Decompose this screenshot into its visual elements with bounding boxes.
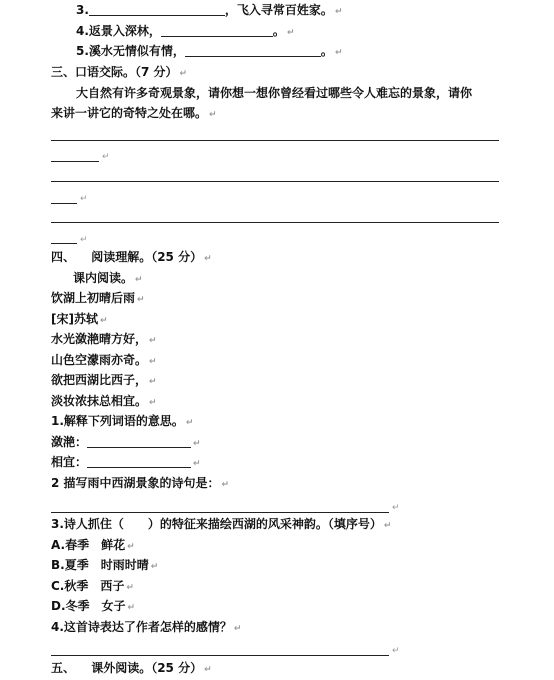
answer-line-end — [78, 187, 88, 207]
section-3-prompt-line-2 — [51, 103, 217, 123]
paragraph-mark-icon: ↵ — [80, 194, 88, 204]
q3-answer-blank[interactable] — [89, 2, 225, 16]
answer-line[interactable] — [51, 222, 499, 223]
answer-line-end — [100, 145, 110, 165]
question-4-text: 4.这首诗表达了作者怎样的感情？ — [51, 620, 232, 634]
paragraph-mark-icon: ↵ — [204, 665, 212, 675]
q4-end: 。 — [272, 24, 285, 38]
paragraph-mark-icon: ↵ — [126, 583, 134, 593]
option-c-text: C.秋季 西子 — [51, 579, 125, 593]
question-2-prompt — [51, 473, 229, 493]
section-4-sub-text: 课内阅读。 — [73, 271, 134, 285]
paragraph-mark-icon: ↵ — [392, 646, 400, 656]
section-4-title: 阅读理解。（25 分） — [91, 250, 203, 264]
option-a[interactable] — [51, 535, 135, 555]
poem-line-text: 欲把西湖比西子， — [51, 373, 148, 387]
paragraph-mark-icon: ↵ — [204, 254, 212, 264]
answer-line-tail[interactable] — [51, 243, 77, 244]
term-1-label: 潋滟： — [51, 435, 88, 449]
q4-answer-blank[interactable] — [161, 23, 273, 37]
answer-line-end — [78, 228, 88, 248]
paragraph-mark-icon: ↵ — [149, 377, 157, 387]
question-2-answer-line[interactable] — [51, 512, 389, 513]
paragraph-mark-icon: ↵ — [80, 235, 88, 245]
section-3-prompt-text-1: 大自然有许多奇观景象，请你想一想你曾经看过哪些令人难忘的景象，请你 — [76, 86, 473, 100]
paragraph-mark-icon: ↵ — [286, 28, 295, 38]
answer-line[interactable] — [51, 140, 499, 141]
question-4-prompt — [51, 617, 241, 637]
answer-line-tail[interactable] — [51, 161, 99, 162]
answer-line-end — [390, 639, 400, 659]
section-4-number: 四、 — [51, 250, 76, 264]
q5-answer-blank[interactable] — [185, 43, 321, 57]
option-b[interactable] — [51, 555, 158, 575]
section-3-heading — [51, 62, 187, 82]
option-d-text: D.冬季 女子 — [51, 599, 126, 613]
paragraph-mark-icon: ↵ — [149, 336, 157, 346]
section-4-heading — [51, 247, 212, 267]
section-5-heading — [51, 658, 212, 678]
poem-line — [51, 370, 157, 390]
question-4-answer-line[interactable] — [51, 655, 389, 656]
paragraph-mark-icon: ↵ — [102, 152, 110, 162]
question-1-term-2 — [51, 452, 201, 472]
paragraph-mark-icon: ↵ — [179, 69, 188, 79]
poem-author-text: [宋]苏轼 — [51, 312, 98, 326]
section-3-heading-text: 三、口语交际。（7 分） — [51, 65, 178, 79]
poem-line-text: 水光潋滟晴方好， — [51, 332, 148, 346]
term-2-label: 相宜： — [51, 455, 88, 469]
paragraph-mark-icon: ↵ — [233, 624, 242, 634]
q4-line — [76, 21, 294, 41]
poem-line-text: 山色空濛雨亦奇。 — [51, 353, 148, 367]
poem-line-text: 淡妆浓抹总相宜。 — [51, 394, 148, 408]
q5-line — [76, 41, 342, 61]
paragraph-mark-icon: ↵ — [149, 398, 157, 408]
poem-title — [51, 288, 145, 308]
option-d[interactable] — [51, 596, 135, 616]
paragraph-mark-icon: ↵ — [392, 503, 400, 513]
paragraph-mark-icon: ↵ — [334, 48, 343, 58]
q3-suffix: ，飞入寻常百姓家。 — [224, 3, 333, 17]
term-2-answer-blank[interactable] — [87, 454, 191, 468]
question-1-term-1 — [51, 432, 201, 452]
option-b-text: B.夏季 时雨时晴 — [51, 558, 149, 572]
paragraph-mark-icon: ↵ — [149, 357, 157, 367]
paragraph-mark-icon: ↵ — [135, 275, 143, 285]
poem-title-text: 饮湖上初晴后雨 — [51, 291, 136, 305]
q3-line — [76, 0, 342, 20]
q5-text: 5.溪水无情似有情， — [76, 44, 185, 58]
paragraph-mark-icon: ↵ — [221, 480, 230, 490]
section-5-title: 课外阅读。（25 分） — [91, 661, 203, 675]
q4-text: 4.返景入深林， — [76, 24, 161, 38]
section-5-number: 五、 — [51, 661, 76, 675]
poem-line — [51, 329, 157, 349]
question-1-prompt — [51, 411, 193, 431]
question-3-prompt — [51, 514, 391, 534]
paragraph-mark-icon: ↵ — [99, 316, 108, 326]
term-1-answer-blank[interactable] — [87, 434, 191, 448]
q5-end: 。 — [320, 44, 333, 58]
poem-line — [51, 391, 157, 411]
question-3-text: 3.诗人抓住（ ）的特征来描绘西湖的风采神韵。（填序号） — [51, 517, 382, 531]
paragraph-mark-icon: ↵ — [127, 542, 135, 552]
question-1-text: 1.解释下列词语的意思。 — [51, 414, 184, 428]
answer-line-tail[interactable] — [51, 203, 77, 204]
question-2-text: 2 描写雨中西湖景象的诗句是： — [51, 476, 220, 490]
paragraph-mark-icon: ↵ — [383, 521, 392, 531]
option-a-text: A.春季 鲜花 — [51, 538, 126, 552]
section-3-prompt-text-2: 来讲一讲它的奇特之处在哪。 — [51, 106, 208, 120]
paragraph-mark-icon: ↵ — [150, 562, 159, 572]
paragraph-mark-icon: ↵ — [334, 7, 343, 17]
paragraph-mark-icon: ↵ — [127, 603, 136, 613]
answer-line-end — [390, 496, 400, 516]
answer-line[interactable] — [51, 181, 499, 182]
poem-line — [51, 350, 157, 370]
poem-author — [51, 309, 108, 329]
section-3-prompt-line-1 — [76, 83, 472, 103]
q3-label: 3. — [76, 3, 89, 17]
paragraph-mark-icon: ↵ — [193, 459, 201, 469]
section-4-subheading — [73, 268, 143, 288]
paragraph-mark-icon: ↵ — [137, 295, 145, 305]
paragraph-mark-icon: ↵ — [193, 439, 201, 449]
option-c[interactable] — [51, 576, 134, 596]
paragraph-mark-icon: ↵ — [185, 418, 194, 428]
paragraph-mark-icon: ↵ — [209, 110, 217, 120]
